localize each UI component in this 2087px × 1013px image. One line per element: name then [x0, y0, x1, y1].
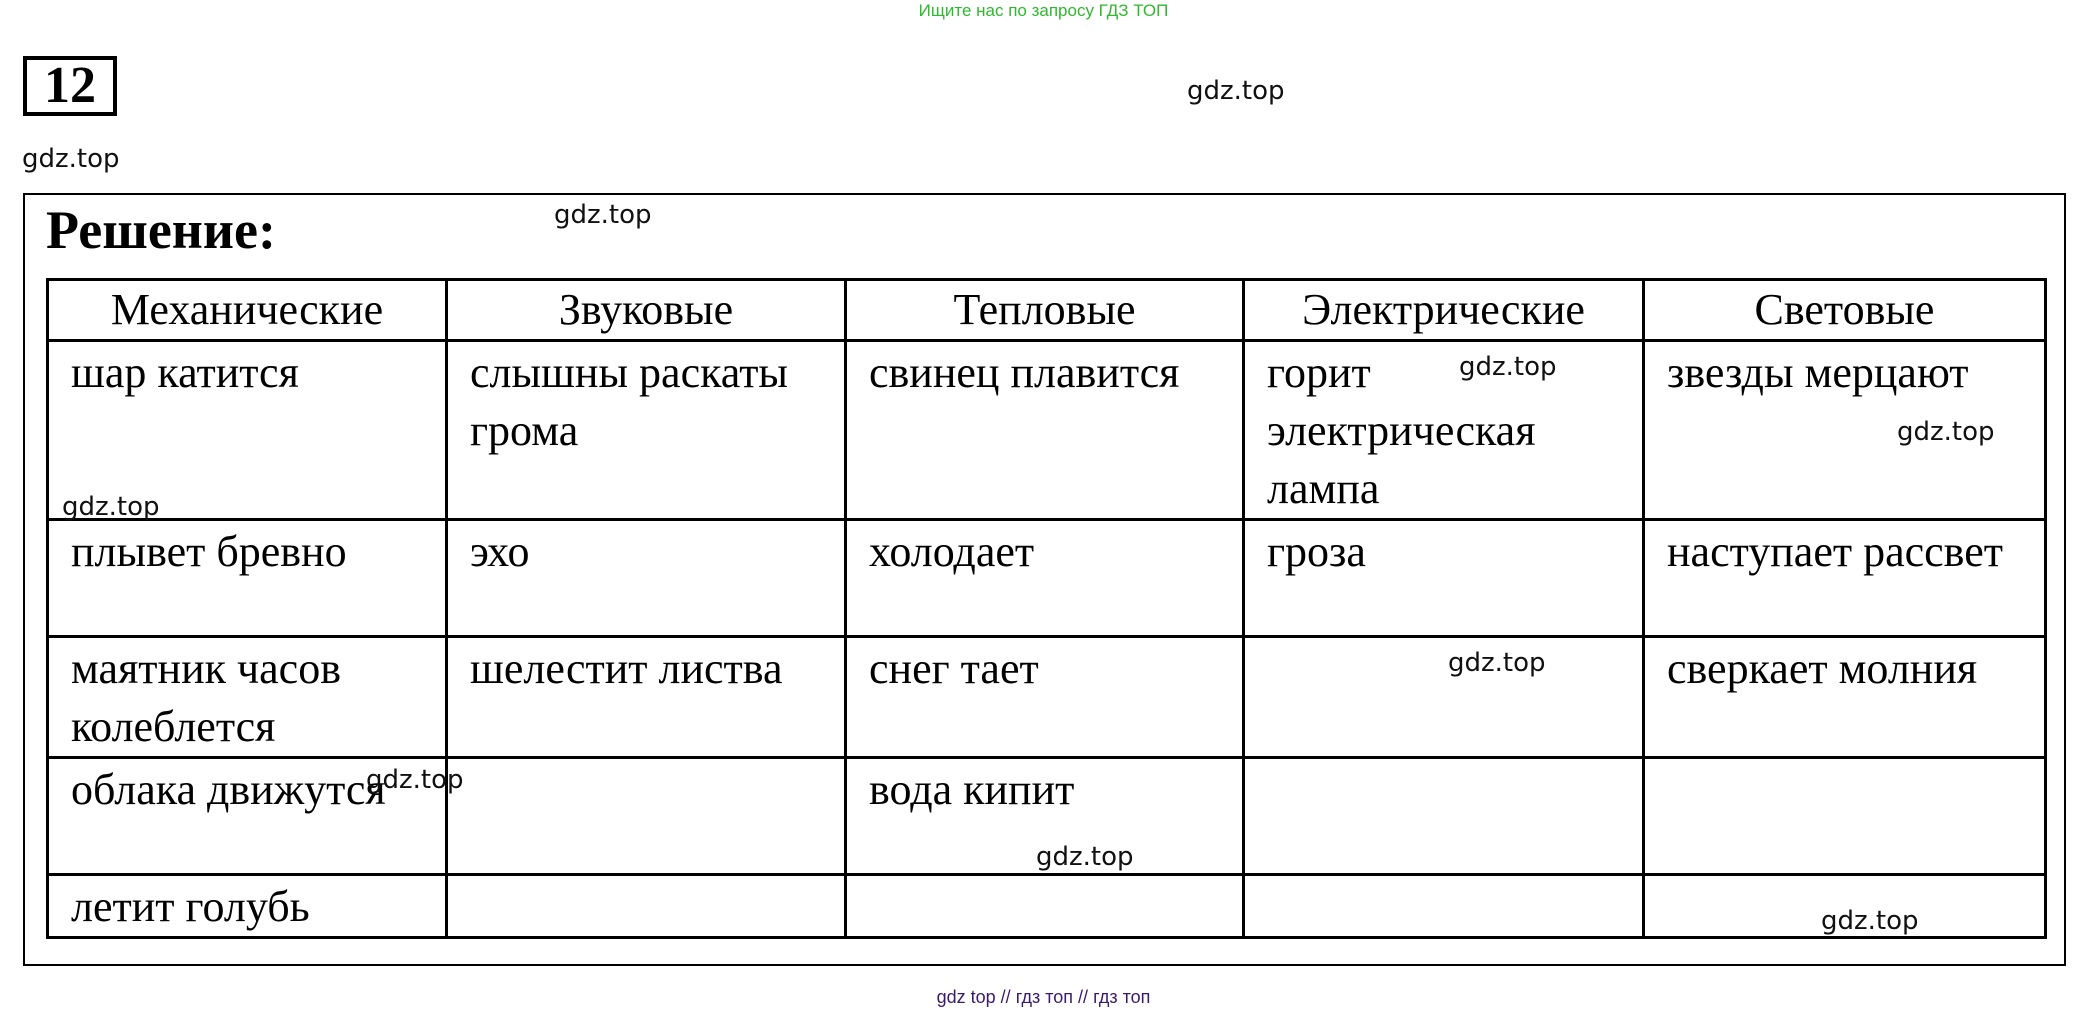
bottom-link[interactable]: гдз топ	[1015, 987, 1074, 1007]
solution-title: Решение:	[46, 200, 276, 260]
table-cell	[1644, 758, 2046, 875]
bottom-links	[0, 985, 2087, 1009]
table-row	[48, 341, 2046, 520]
header-electrical: Электрические	[1244, 280, 1644, 341]
header-mechanical: Механические	[48, 280, 447, 341]
table-cell: гроза	[1244, 520, 1644, 637]
watermark: gdz.top	[554, 200, 652, 230]
watermark: gdz.top	[22, 144, 120, 174]
table-row	[48, 875, 2046, 938]
link-separator: //	[1078, 987, 1089, 1007]
table-cell: холодает	[846, 520, 1244, 637]
watermark: gdz.top	[1448, 648, 1546, 678]
header-thermal: Тепловые	[846, 280, 1244, 341]
top-banner-link[interactable]: Ищите нас по запросу ГДЗ ТОП	[918, 1, 1169, 20]
watermark: gdz.top	[62, 492, 160, 522]
table-cell	[447, 758, 846, 875]
table-cell: облака движутся	[48, 758, 447, 875]
watermark: gdz.top	[1187, 76, 1285, 106]
table-row	[48, 637, 2046, 758]
table-cell: шелестит листва	[447, 637, 846, 758]
watermark: gdz.top	[1459, 352, 1557, 382]
header-light: Световые	[1644, 280, 2046, 341]
table-cell	[447, 875, 846, 938]
table-cell	[846, 875, 1244, 938]
table-cell: свинец плавится	[846, 341, 1244, 520]
table-cell: сверкает молния	[1644, 637, 2046, 758]
table-cell: вода кипит	[846, 758, 1244, 875]
watermark: gdz.top	[366, 765, 464, 795]
table-row	[48, 520, 2046, 637]
watermark: gdz.top	[1821, 906, 1919, 936]
table-cell	[1244, 637, 1644, 758]
link-separator: //	[1000, 987, 1011, 1007]
bottom-link[interactable]: гдз топ	[1093, 987, 1151, 1007]
table-cell: маятник часов колеблется	[48, 637, 447, 758]
watermark: gdz.top	[1897, 417, 1995, 447]
table-cell	[1244, 758, 1644, 875]
table-cell: горит электрическая лампа	[1244, 341, 1644, 520]
table-cell: плывет бревно	[48, 520, 447, 637]
watermark: gdz.top	[1036, 842, 1134, 872]
energy-types-table	[46, 278, 2047, 939]
problem-number: 12	[23, 56, 117, 116]
header-sound: Звуковые	[447, 280, 846, 341]
table-cell: звезды мерцают	[1644, 341, 2046, 520]
table-cell: слышны раскаты грома	[447, 341, 846, 520]
table-cell: эхо	[447, 520, 846, 637]
table-cell	[1244, 875, 1644, 938]
table-header-row	[48, 280, 2046, 341]
table-cell: шар катится	[48, 341, 447, 520]
table-cell: наступает рассвет	[1644, 520, 2046, 637]
table-cell: летит голубь	[48, 875, 447, 938]
table-cell: снег тает	[846, 637, 1244, 758]
bottom-link[interactable]: gdz top	[936, 987, 996, 1007]
